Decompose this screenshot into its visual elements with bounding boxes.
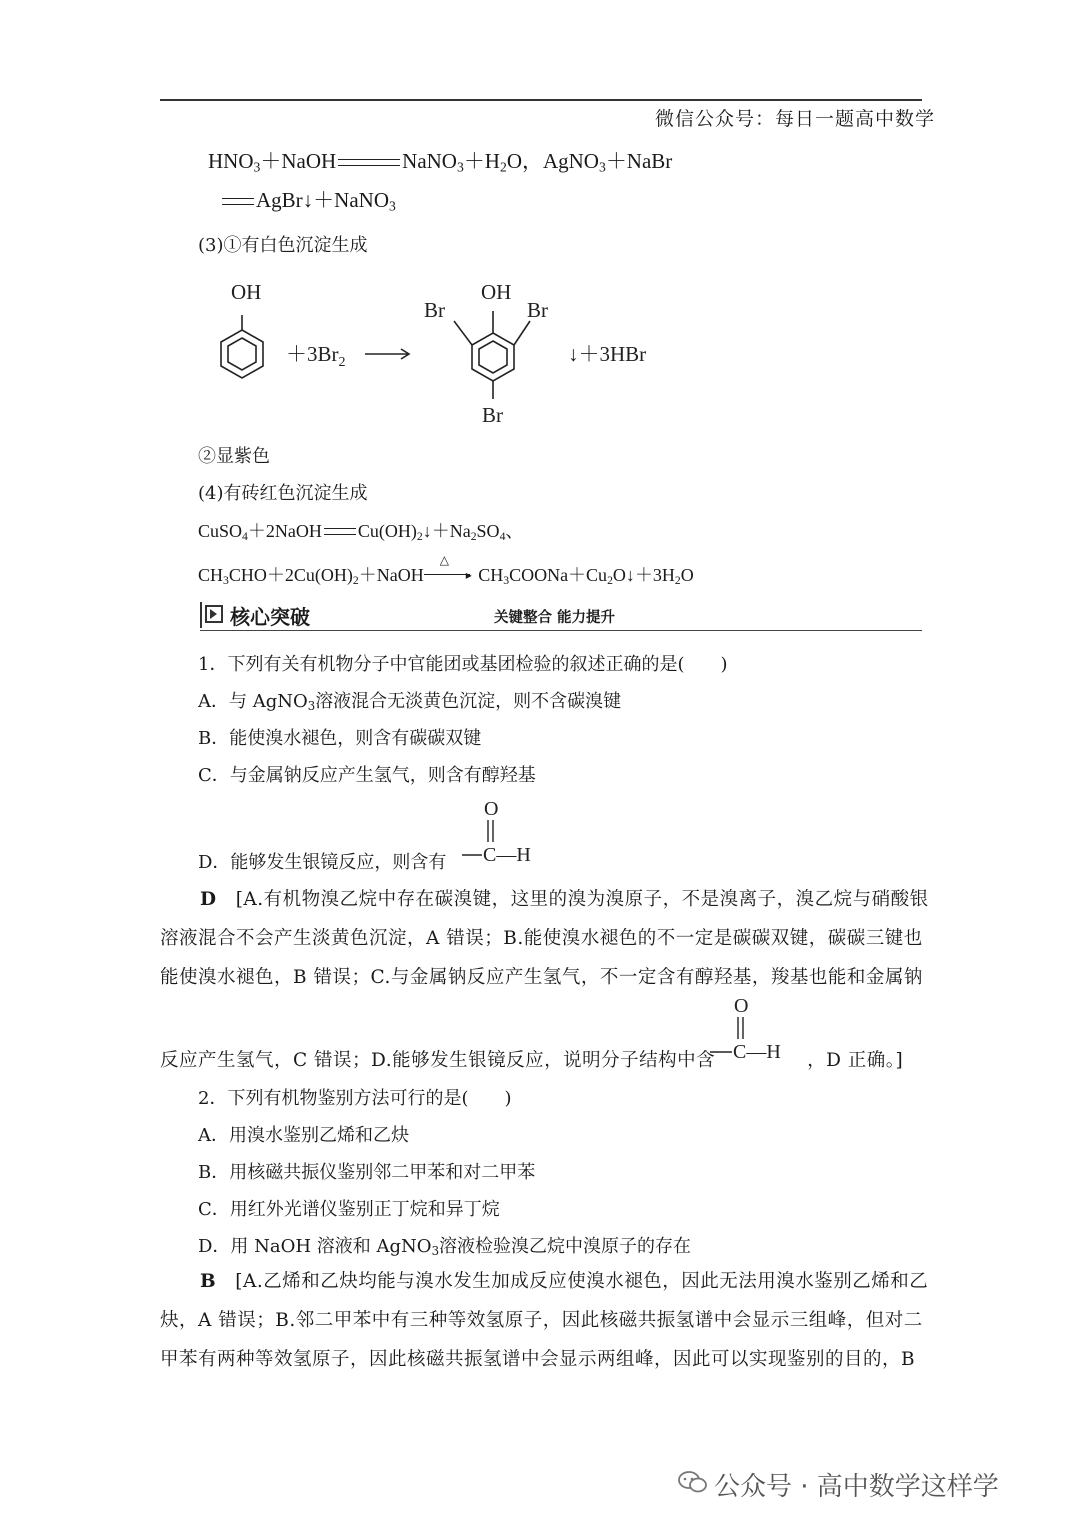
svg-text:O: O [484, 798, 499, 820]
play-triangle-icon [210, 609, 217, 619]
q2-answer: B [A.乙烯和乙炔均能与溴水发生加成反应使溴水褪色，因此无法用溴水鉴别乙烯和乙 炔，A 错误；B.邻二甲苯中有三种等效氢原子，因此核磁共振氢谱中会显示三组峰，但对二 甲苯有两种等效氢原子，因此核磁共振氢谱中会显示两组峰，因此可以实现鉴别的目的，B [160, 1271, 929, 1370]
svg-text:O: O [734, 995, 749, 1017]
phenol-bromination-diagram [200, 275, 700, 435]
product-br-bottom: Br [482, 403, 503, 427]
equation-ch3cho: $CH_3CHO+2Cu(OH)_2+NaOH$ ▸ △ $CH_3COONa+Cu_2O↓+3H_2O$ [198, 553, 694, 587]
part3-label: (3)①有白色沉淀生成 [198, 235, 368, 256]
reaction-arrow [365, 349, 409, 359]
equation-cuso4: CuSO$_4$＋2NaOH $Cu(OH)_2↓+Na_2SO_4$、 [198, 521, 524, 543]
equation-hno3-naoh: $HNO_3+NaOH$ $NaNO_3+H_2O$，AgNO$_3$＋NaBr [208, 149, 673, 175]
q2-option-c: C．用红外光谱仪鉴别正丁烷和异丁烷 [198, 1199, 500, 1220]
q1-option-a: A．与 AgNO$_3$溶液混合无淡黄色沉淀，则不含碳溴键 [198, 691, 622, 713]
aldehyde-group-answer [706, 992, 801, 1067]
phenol-ring [221, 315, 263, 378]
reagent-label: $+3Br_2$ [286, 342, 346, 370]
q1-answer-last: 反应产生氢气，C 错误；D.能够发生银镜反应，说明分子结构中含 ，D 正确。] [160, 1050, 904, 1071]
part4-label: (4)有砖红色沉淀生成 [198, 483, 368, 504]
watermark-text: 公众号 · 高中数学这样学 [714, 1472, 999, 1502]
q1-answer: D [A.有机物溴乙烷中存在碳溴键，这里的溴为溴原子，不是溴离子，溴乙烷与硝酸银 溶液混合不会产生淡黄色沉淀，A 错误；B.能使溴水褪色的不一定是碳碳双键，碳碳三键也 能使溴水褪色，B 错误；C.与金属钠反应产生氢气，不一定含有醇羟基，羧基也能和金属钠 [160, 889, 929, 988]
phenol-oh-label: OH [231, 280, 262, 304]
products-tail: ↓＋3HBr [568, 342, 647, 366]
equation-agbr: AgBr↓＋NaNO$_3$ [222, 184, 396, 214]
svg-text:C—H: C—H [733, 1041, 781, 1063]
product-br-right: Br [527, 298, 548, 322]
heat-condition: △ [439, 553, 449, 567]
wechat-icon [678, 1470, 708, 1494]
q2-option-a: A．用溴水鉴别乙烯和乙炔 [198, 1125, 409, 1146]
q1-option-d: D．能够发生银镜反应，则含有 [198, 852, 447, 873]
q2-option-b: B．用核磁共振仪鉴别邻二甲苯和对二甲苯 [198, 1162, 536, 1183]
section-title: 核心突破 [230, 605, 310, 629]
tribromophenol-ring [454, 311, 530, 399]
section-bar [200, 602, 202, 628]
q2-option-d: D．用 NaOH 溶液和 AgNO$_3$溶液检验溴乙烷中溴原子的存在 [198, 1236, 691, 1258]
product-oh-label: OH [481, 280, 512, 304]
svg-text:C—H: C—H [483, 844, 531, 866]
part3-note: ②显紫色 [198, 446, 270, 467]
account-name: 微信公众号：每日一题高中数学 [655, 108, 936, 130]
header-rule [160, 99, 922, 101]
q1-stem: 1．下列有关有机物分子中官能团或基团检验的叙述正确的是( ) [198, 654, 728, 675]
product-br-left: Br [424, 298, 445, 322]
q1-option-c: C．与金属钠反应产生氢气，则含有醇羟基 [198, 765, 536, 786]
section-subtitle: 关键整合 能力提升 [494, 610, 616, 626]
q1-option-b: B．能使溴水褪色，则含有碳碳双键 [198, 728, 482, 749]
q2-stem: 2．下列有机物鉴别方法可行的是( ) [198, 1088, 512, 1109]
section-header [200, 600, 922, 631]
aldehyde-group-d [460, 795, 550, 870]
